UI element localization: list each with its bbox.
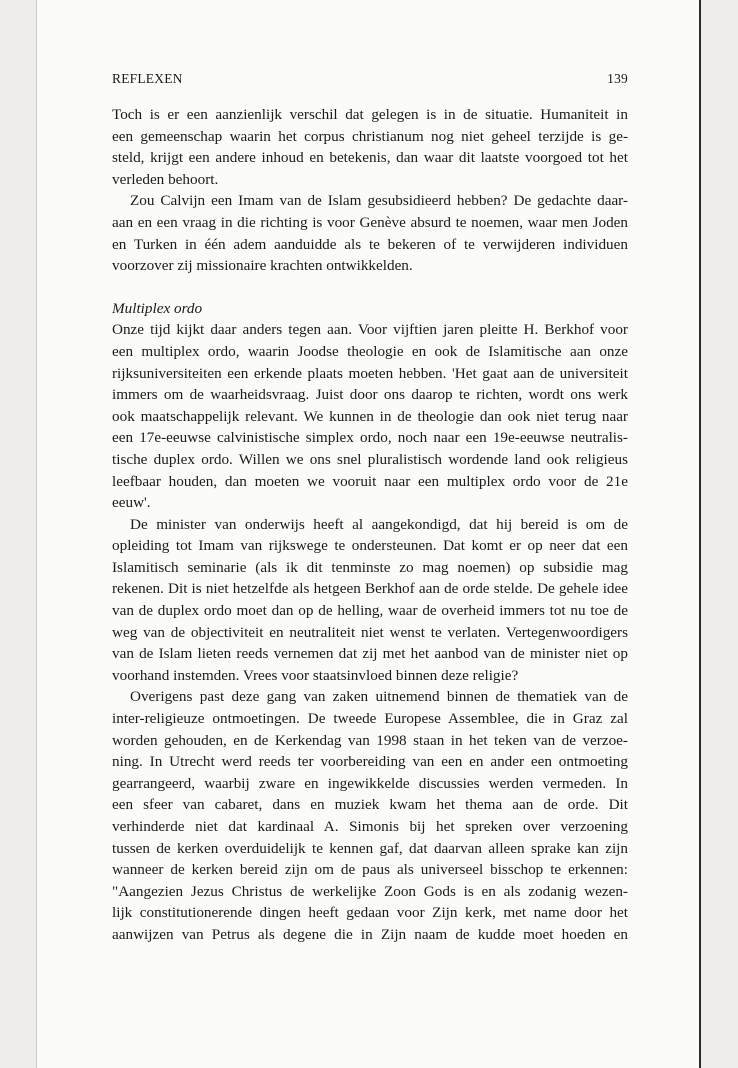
- text-line: verleden behoort.: [112, 170, 219, 188]
- text-line: wanneer de kerken bereid zijn om de paus als universeel bisschop te erkennen:: [112, 861, 628, 879]
- text-line: aanwijzen van Petrus als degene die in Zijn naam de kudde moet hoeden en: [112, 925, 628, 943]
- text-line: gearrangeerd, waarbij zware en ingewikkelde discussies werden vermeden. In: [112, 774, 628, 792]
- text-line: een sfeer van cabaret, dans en muziek kwam het thema aan de orde. Dit: [112, 796, 628, 814]
- text-line: een 17e-eeuwse calvinistische simplex ordo, noch naar een 19e-eeuwse neutralis-: [112, 429, 628, 447]
- text-line: Toch is er een aanzienlijk verschil dat gelegen is in de situatie. Humaniteit in: [112, 106, 628, 123]
- text-line: ook maatschappelijk relevant. We kunnen in de theologie dan ook niet terug naar: [112, 407, 628, 425]
- text-line: verhinderde niet dat kardinaal A. Simonis bij het spreken over verzoening: [112, 818, 628, 835]
- text-line: voorhand instemden. Vrees voor staatsinvloed binnen deze religie?: [112, 666, 519, 684]
- text-line: Zou Calvijn een Imam van de Islam gesubsidieerd hebben? De gedachte daar-: [130, 192, 628, 210]
- text-line: aan en een vraag in die richting is voor Genève absurd te noemen, waar men Joden: [112, 213, 628, 231]
- text-line: Onze tijd kijkt daar anders tegen aan. Voor vijftien jaren pleitte H. Berkhof voor: [112, 321, 628, 339]
- text-line: Islamitisch seminarie (als ik dit tenminste zo mag noemen) op subsidie mag: [112, 558, 628, 576]
- text-line: een multiplex ordo, waarin Joodse theologie en ook de Islamitische aan onze: [112, 342, 628, 360]
- text-line: De minister van onderwijs heeft al aangekondigd, dat hij bereid is om de: [130, 515, 628, 533]
- text-line: lijk constitutionerende dingen heeft gedaan voor Zijn kerk, met name door het: [112, 904, 628, 922]
- text-line: Overigens past deze gang van zaken uitnemend binnen de thematiek van de: [130, 688, 628, 706]
- text-line: weg van de objectiviteit en neutraliteit niet wenst te verlaten. Vertegenwoordigers: [112, 623, 628, 641]
- text-line: rekenen. Dit is niet hetzelfde als hetgeen Berkhof aan de orde stelde. De gehele idee: [112, 580, 628, 598]
- text-line: van de duplex ordo moet dan op de helling, waar de overheid immers tot nu toe de: [112, 602, 628, 620]
- text-line: inter-religieuze ontmoetingen. De tweede Europese Assemblee, die in Graz zal: [112, 710, 628, 728]
- text-line: rijksuniversiteiten een erkende plaats moeten hebben. 'Het gaat aan de universiteit: [112, 364, 628, 382]
- text-line: voorzover zij missionaire krachten ontwikkelden.: [112, 257, 413, 275]
- running-head-title: REFLEXEN: [112, 71, 183, 86]
- page-edge-shadow: [699, 0, 701, 1068]
- text-line: en Turken in één adem aanduidde als te bekeren of te verwijderen individuen: [112, 235, 628, 253]
- text-line: tische duplex ordo. Willen we ons snel pluralistisch wordende land ook religieus: [112, 450, 628, 468]
- text-line: opleiding tot Imam van rijkswege te ondersteunen. Dat komt er op neer dat een: [112, 537, 628, 555]
- text-line: van de Islam lieten reeds vernemen dat zij met het aanbod van de minister niet op: [112, 645, 628, 663]
- text-line: leefbaar houden, dan moeten we vooruit naar een multiplex ordo voor de 21e: [112, 472, 628, 490]
- text-line: eeuw'.: [112, 494, 151, 512]
- text-line: "Aangezien Jezus Christus de werkelijke Zoon Gods is en als zodanig wezen-: [112, 882, 628, 900]
- text-line: een gemeenschap waarin het corpus christianum nog niet geheel terzijde is ge-: [112, 127, 628, 145]
- text-line: worden gehouden, en de Kerkendag van 1998 staan in het teken van de verzoe-: [112, 731, 628, 749]
- body-text: [112, 104, 628, 946]
- text-line: immers om de waarheidsvraag. Juist door ons daarop te richten, wordt ons werk: [112, 386, 628, 404]
- text-line: tussen de kerken overduidelijk te kennen gaf, dat daarvan alleen sprake kan zijn: [112, 839, 628, 857]
- page-number: 139: [607, 71, 628, 86]
- text-line: ning. In Utrecht werd reeds ter voorbereiding van een en ander een ontmoeting: [112, 753, 628, 771]
- text-line: steld, krijgt een andere inhoud en betekenis, dan waar dit laatste voorgoed tot het: [112, 149, 628, 167]
- section-heading: Multiplex ordo: [112, 299, 203, 317]
